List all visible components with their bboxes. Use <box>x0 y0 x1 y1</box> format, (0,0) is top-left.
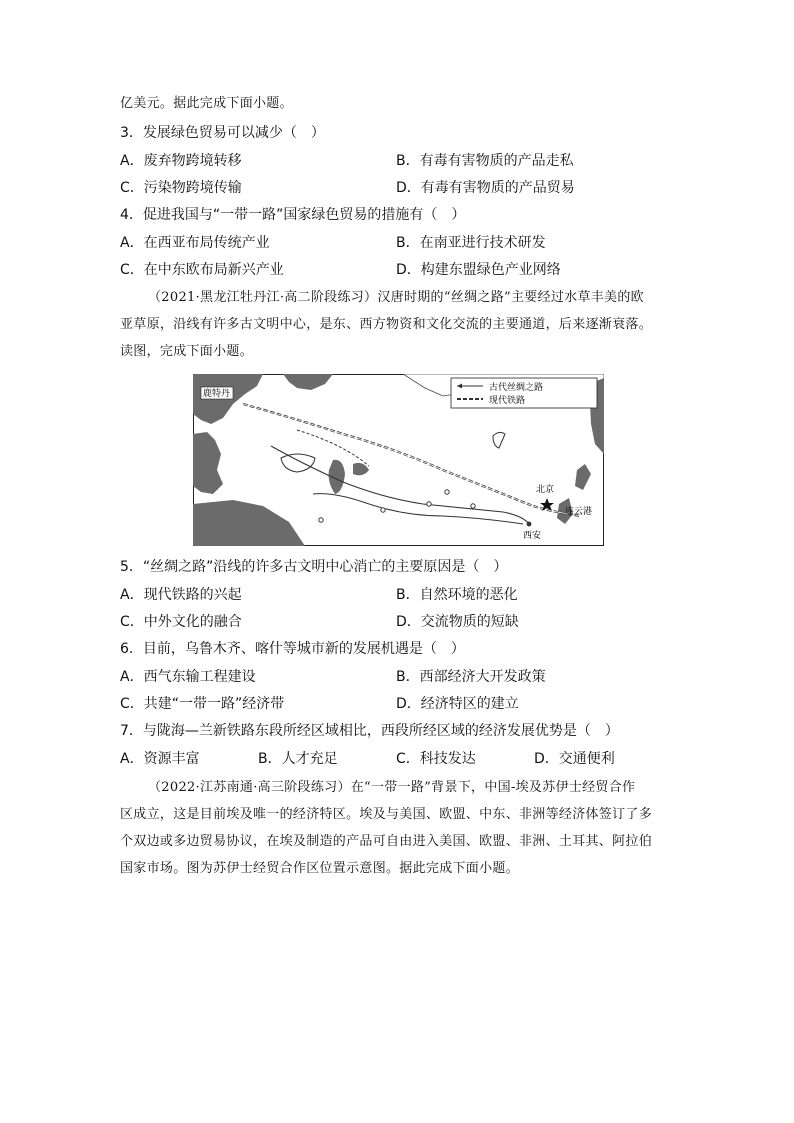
city-label-beijing: 北京 <box>536 485 555 495</box>
passage2-line3: 读图，完成下面小题。 <box>120 344 254 359</box>
silk-road-map-svg <box>193 374 604 546</box>
passage2-line2: 亚草原，沿线有许多古文明中心，是东、西方物资和文化交流的主要通道，后来逐渐衰落。 <box>120 317 653 332</box>
city-dot <box>319 518 323 522</box>
q6-option-b: B．西部经济大开发政策 <box>396 669 546 685</box>
intro-tail: 亿美元。据此完成下面小题。 <box>120 96 293 111</box>
q7-option-b: B．人才充足 <box>258 751 338 767</box>
passage3-line1: （2022·江苏南通·高三阶段练习）在“一带一路”背景下，中国-埃及苏伊士经贸合作 <box>148 780 636 795</box>
q6-stem: 6．目前，乌鲁木齐、喀什等城市新的发展机遇是（ ） <box>120 641 465 657</box>
q3-option-b: B．有毒有害物质的产品走私 <box>396 153 574 169</box>
city-dot <box>427 502 431 506</box>
q7-stem: 7．与陇海—兰新铁路东段所经区域相比，西段所经区域的经济发展优势是（ ） <box>120 723 619 739</box>
q5-option-b: B．自然环境的恶化 <box>396 587 518 603</box>
city-dot <box>381 508 385 512</box>
passage3-line4: 国家市场。图为苏伊士经贸合作区位置示意图。据此完成下面小题。 <box>120 861 520 876</box>
q4-option-a: A．在西亚布局传统产业 <box>120 235 270 251</box>
city-label-lianyungang: 连云港 <box>565 507 593 517</box>
city-xian-dot <box>527 522 532 527</box>
q5-stem: 5．“丝绸之路”沿线的许多古文明中心消亡的主要原因是（ ） <box>120 559 508 575</box>
q6-option-c: C．共建“一带一路”经济带 <box>120 696 285 712</box>
q6-option-d: D．经济特区的建立 <box>396 696 519 712</box>
q3-option-d: D．有毒有害物质的产品贸易 <box>396 180 575 196</box>
q3-option-a: A．废弃物跨境转移 <box>120 153 242 169</box>
q4-stem: 4．促进我国与“一带一路”国家绿色贸易的措施有（ ） <box>120 207 466 223</box>
q3-option-c: C．污染物跨境传输 <box>120 180 242 196</box>
q6-option-a: A．西气东输工程建设 <box>120 669 256 685</box>
city-label-xian: 西安 <box>523 531 542 541</box>
city-dot <box>445 490 449 494</box>
silk-road-map <box>193 374 604 546</box>
q7-option-d: D．交通便利 <box>534 751 615 767</box>
q4-option-b: B．在南亚进行技术研发 <box>396 235 546 251</box>
city-dot <box>471 504 475 508</box>
passage2-line1: （2021·黑龙江牡丹江·高二阶段练习）汉唐时期的“丝绸之路”主要经过水草丰美的欧 <box>148 290 644 305</box>
q3-stem: 3．发展绿色贸易可以减少（ ） <box>120 125 325 141</box>
legend-railway-label: 现代铁路 <box>489 396 526 406</box>
city-label-rotterdam: 鹿特丹 <box>203 389 231 399</box>
q5-option-c: C．中外文化的融合 <box>120 614 242 630</box>
q5-option-a: A．现代铁路的兴起 <box>120 587 242 603</box>
passage3-line2: 区成立，这是目前埃及唯一的经济特区。埃及与美国、欧盟、中东、非洲等经济体签订了多 <box>120 807 653 822</box>
q5-option-d: D．交流物质的短缺 <box>396 614 519 630</box>
passage3-line3: 个双边或多边贸易协议，在埃及制造的产品可自由进入美国、欧盟、非洲、土耳其、阿拉伯 <box>120 834 653 849</box>
q7-option-a: A．资源丰富 <box>120 751 200 767</box>
q4-option-c: C．在中东欧布局新兴产业 <box>120 262 284 278</box>
q4-option-d: D．构建东盟绿色产业网络 <box>396 262 561 278</box>
legend-silk-road-label: 古代丝绸之路 <box>489 383 544 393</box>
q7-option-c: C．科技发达 <box>396 751 476 767</box>
